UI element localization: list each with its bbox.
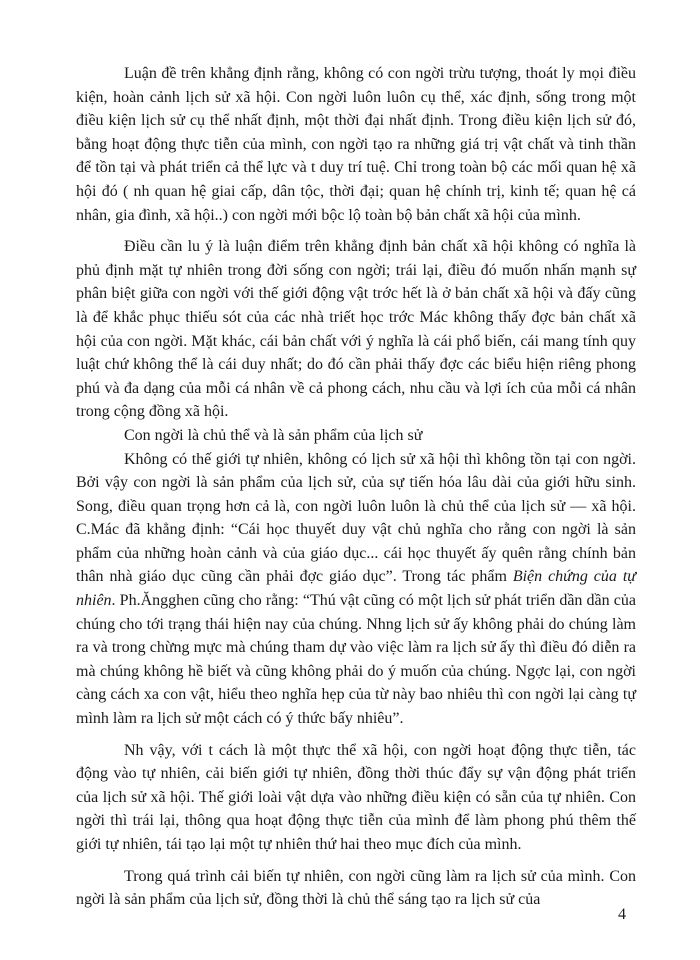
paragraph-2: Điều cần lu ý là luận điểm trên khẳng định bản chất xã hội không có nghĩa là phủ định mặt tự nhiên trong đời sống con ngời; trái lại, điều đó muốn nhấn mạnh sự phân biệt giữa con ngời với thế giới động vật trớc hết là ở bản chất xã hội và đấy cũng là để khắc phục thiếu sót của các nhà triết học trớc Mác không thấy đợc bản chất xã hội của con ngời. Mặt khác, cái bản chất với ý nghĩa là cái phổ biến, cái mang tính quy luật chứ không thể là cái duy nhất; do đó cần phải thấy đợc các biểu hiện riêng phong phú và đa dạng của mỗi cá nhân về cả phong cách, nhu cầu và lợi ích của mỗi cá nhân trong cộng đồng xã hội.: [76, 238, 636, 421]
section-heading: Con ngời là chủ thể và là sản phẩm của lịch sử: [124, 426, 423, 444]
paragraph-5: Trong quá trình cải biến tự nhiên, con ngời cũng làm ra lịch sử của mình. Con ngời là sản phẩm của lịch sử, đồng thời là chủ thể sáng tạo ra lịch sử của: [76, 867, 636, 909]
paragraph-4: Nh vậy, với t cách là một thực thể xã hội, con ngời hoạt động thực tiễn, tác động vào tự nhiên, cải biến giới tự nhiên, đồng thời thúc đẩy sự vận động phát triển của lịch sử xã hội. Thế giới loài vật dựa vào những điều kiện có sẵn của tự nhiên. Con ngời thì trái lại, thông qua hoạt động thực tiễn của mình để làm phong phú thêm thế giới tự nhiên, tái tạo lại một tự nhiên thứ hai theo mục đích của mình.: [76, 741, 636, 853]
paragraph-1: Luận đề trên khẳng định rằng, không có con ngời trừu tượng, thoát ly mọi điều kiện, hoàn cảnh lịch sử xã hội. Con ngời luôn luôn cụ thể, xác định, sống trong một điều kiện lịch sử cụ thể nhất định, một thời đại nhất định. Trong điều kiện lịch sử đó, bằng hoạt động thực tiễn của mình, con ngời tạo ra những giá trị vật chất và tinh thần để tồn tại và phát triển cả thể lực và t duy trí tuệ. Chỉ trong toàn bộ các mối quan hệ xã hội đó ( nh quan hệ giai cấp, dân tộc, thời đại; quan hệ chính trị, kinh tế; quan hệ cá nhân, gia đình, xã hội..) con ngời mới bộc lộ toàn bộ bản chất xã hội của mình.: [76, 65, 636, 224]
body-text: [76, 62, 636, 912]
paragraph-3: Không có thế giới tự nhiên, không có lịch sử xã hội thì không tồn tại con ngời. Bởi vậy con ngời là sản phẩm của lịch sử, của sự tiến hóa lâu dài của giới hữu sinh. Song, điều quan trọng hơn cả là, con ngời luôn luôn là chủ thể của lịch sử — xã hội. C.Mác đã khẳng định: “Cái học thuyết duy vật chủ nghĩa cho rằng con ngời là sản phẩm của những hoàn cảnh và của giáo dục... cái học thuyết ấy quên rằng chính bản thân nhà giáo dục cũng cần phải đợc giáo dục”. Trong tác phẩm Biện chứng của tự nhiên. Ph.Ăngghen cũng cho rằng: “Thú vật cũng có một lịch sử phát triển dần dần của chúng cho tới trạng thái hiện nay của chúng. Nhng lịch sử ấy không phải do chúng làm ra và trong chừng mực mà chúng tham dự vào việc làm ra lịch sử ấy thì điều đó diễn ra mà chúng không hề biết và cũng không phải do ý muốn của chúng. Ngợc lại, con ngời càng cách xa con vật, hiểu theo nghĩa hẹp của từ này bao nhiêu thì con ngời lại càng tự mình làm ra lịch sử một cách có ý thức bấy nhiêu”.: [76, 450, 637, 728]
book-title: Biện chứng của tự nhiên: [76, 568, 637, 610]
page-number: 4: [618, 906, 626, 923]
